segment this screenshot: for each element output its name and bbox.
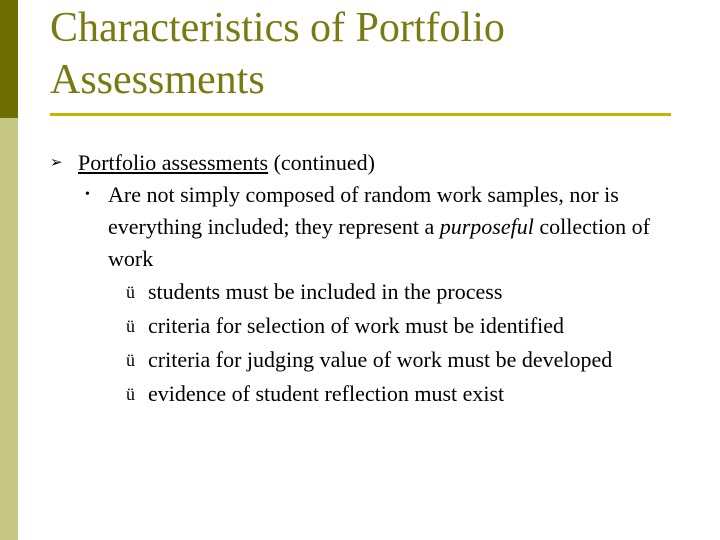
- check-item-text: criteria for judging value of work must be developed: [148, 347, 613, 372]
- slide-body: [50, 147, 690, 411]
- dot-bullet-icon: •: [85, 187, 90, 202]
- check-list-item: [50, 343, 690, 377]
- sidebar-accent: [0, 0, 18, 118]
- check-list: [50, 275, 690, 411]
- sub-bullet-italic-text: purposeful: [439, 214, 534, 239]
- bullet-text: (continued): [268, 150, 375, 175]
- checkmark-icon: ü: [126, 282, 135, 302]
- check-item-text: criteria for selection of work must be identified: [148, 313, 565, 338]
- check-list-item: [50, 309, 690, 343]
- sub-bullet-text-end: collection of work: [108, 214, 650, 271]
- bullet-level-1: [50, 147, 690, 179]
- title-divider: [50, 113, 671, 116]
- check-item-text: students must be included in the process: [148, 279, 503, 304]
- arrow-bullet-icon: ➢: [50, 155, 63, 171]
- check-item-text: evidence of student reflection must exist: [148, 381, 505, 406]
- slide-title: Characteristics of Portfolio Assessments: [50, 5, 505, 103]
- bullet-level-2: [50, 179, 690, 275]
- sub-bullet-text-start: Are not simply composed of random work samples, nor is everything included; they represent a: [108, 182, 619, 239]
- checkmark-icon: ü: [126, 384, 135, 404]
- bullet-underlined-text: Portfolio assessments: [78, 150, 269, 175]
- check-list-item: [50, 377, 690, 411]
- checkmark-icon: ü: [126, 316, 135, 336]
- check-list-item: [50, 275, 690, 309]
- checkmark-icon: ü: [126, 350, 135, 370]
